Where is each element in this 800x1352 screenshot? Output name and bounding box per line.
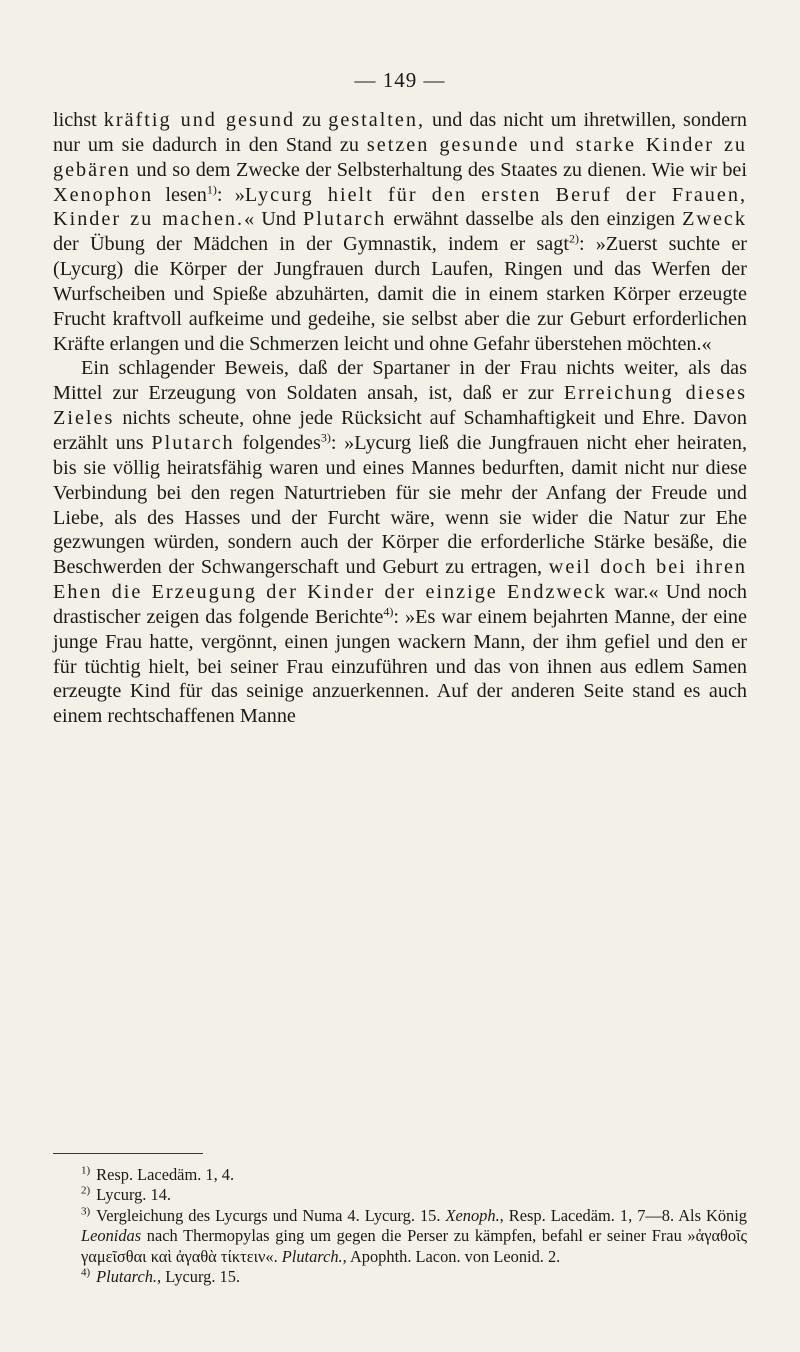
author-name: Xenophon (53, 183, 154, 206)
footnote-1 (53, 1165, 747, 1185)
footnote-4 (53, 1267, 747, 1287)
footnote-text: Lycurg. 14. (96, 1185, 171, 1205)
paragraph-2 (53, 356, 747, 729)
emphasis-text: gestalten, (328, 109, 426, 131)
footnote-ref[interactable]: 2) (568, 231, 579, 246)
footnote-mark (81, 1165, 90, 1185)
footnote-text: , Apophth. Lacon. von Leonid. 2. (342, 1246, 561, 1266)
footnote-mark (81, 1267, 90, 1287)
text-run: nichts scheute, ohne jede Rücksicht auf Schamhaftigkeit und Ehre. Davon erzählt uns (53, 407, 747, 454)
footnote-mark-text: 4) (81, 1266, 91, 1279)
footnote-mark-text: 3) (81, 1205, 91, 1218)
text-run: folgendes (234, 431, 321, 454)
footnote-ref[interactable]: 4) (383, 604, 394, 619)
emphasis-text: Lycurg hielt für den ersten Beruf der Frauen, Kinder zu machen. (53, 183, 748, 231)
author-name: Plutarch (303, 208, 387, 231)
emphasis-text: weil doch bei ihren Ehen die Erzeugung der Kinder der einzige Endzweck (53, 556, 747, 604)
text-run: : » (216, 183, 245, 206)
text-run: zu (295, 109, 329, 131)
page-number: — 149 — (354, 68, 446, 92)
body-text (53, 108, 747, 729)
footnote-citation: Xenoph. (445, 1205, 500, 1225)
footnote-divider (53, 1153, 203, 1154)
footnote-text: , Resp. Lacedäm. 1, 7—8. Als König (499, 1205, 747, 1225)
footnote-3 (53, 1206, 747, 1267)
footnote-mark-text: 1) (81, 1164, 91, 1177)
footnote-ref[interactable]: 3) (320, 430, 331, 445)
footnote-mark-text: 2) (81, 1184, 91, 1197)
text-run: lesen (153, 183, 207, 206)
text-run: lichst (53, 109, 104, 131)
footnotes (53, 1165, 747, 1287)
text-run: und so dem Zwecke der Selbsterhaltung des Staates zu dienen. Wie wir bei (130, 158, 747, 181)
emphasis-text: setzen gesunde und starke Kinder zu gebären (53, 133, 748, 181)
footnote-citation: Leonidas (81, 1226, 142, 1246)
text-run: der Übung der Mädchen in der Gymnastik, indem er sagt (53, 233, 569, 256)
paragraph-1 (53, 108, 747, 356)
footnote-text: Vergleichung des Lycurgs und Numa 4. Lycurg. 15. (96, 1205, 446, 1225)
text-run: « Und (244, 208, 304, 231)
footnote-text: Resp. Lacedäm. 1, 4. (96, 1165, 235, 1184)
footnote-text: , Lycurg. 15. (157, 1267, 241, 1287)
footnote-ref[interactable]: 1) (206, 181, 217, 196)
text-run: und das nicht um ihretwillen, sondern nur um sie dadurch in den Stand zu (53, 109, 747, 156)
text-run: erwähnt dasselbe als den einzigen (386, 208, 683, 231)
footnote-citation: Plutarch. (281, 1246, 343, 1266)
emphasis-text: Erreichung dieses Zieles (53, 382, 747, 430)
footnote-citation: Plutarch. (96, 1267, 158, 1287)
emphasis-text: Zweck (682, 208, 747, 231)
footnote-mark (81, 1185, 90, 1205)
emphasis-text: kräftig und gesund (103, 109, 296, 131)
footnote-2 (53, 1185, 747, 1205)
footnote-text: nach Thermopylas ging um gegen die Perser zu kämpfen, befahl er seiner Frau »ἀγαθοῖς γαμεῖσθαι καὶ ἀγαθὰ τίκτειν«. (81, 1226, 747, 1266)
text-run: Ein schlagender Beweis, daß der Spartaner in der Frau nichts weiter, als das Mittel zur Erzeugung von Soldaten ansah, ist, daß er zur (53, 357, 747, 405)
text-run: : »Zuerst suchte er (Lycurg) die Körper der Jungfrauen durch Laufen, Ringen und das Werfen der Wurfscheiben und Spieße abzuhärten, damit die in einem starken Körper erzeugte Frucht kraftvoll aufkeime und gedeihe, sie selbst aber die zur Geburt erforderlichen Kräfte erlangen und die Schmerzen leicht und ohne Gefahr überstehen möchten.« (53, 233, 747, 355)
footnote-mark (81, 1206, 90, 1226)
author-name: Plutarch (151, 431, 235, 454)
text-run: : »Lycurg ließ die Jungfrauen nicht eher heiraten, bis sie völlig heiratsfähig waren und eines Mannes bedurften, damit nicht nur diese Verbindung bei den regen Naturtrieben für sie mehr der Anfang der Freude und Liebe, als des Hasses und der Furcht wäre, wenn sie wider die Natur zur Ehe gezwungen würden, sondern auch der Körper die erforderliche Stärke besäße, die Beschwerden der Schwangerschaft und Geburt zu ertragen, (53, 431, 747, 579)
text-run: war.« Und noch drastischer zeigen das folgende Berichte (53, 581, 748, 628)
text-run: : »Es war einem bejahrten Manne, der eine junge Frau hatte, vergönnt, einen jungen wackern Mann, der ihm gefiel und den er für tüchtig hielt, bei seiner Frau einzuführen und das von ihnen aus edlem Samen erzeugte Kind für das seinige anzuerkennen. Auf der anderen Seite stand es auch einem rechtschaffenen Manne (53, 605, 747, 728)
